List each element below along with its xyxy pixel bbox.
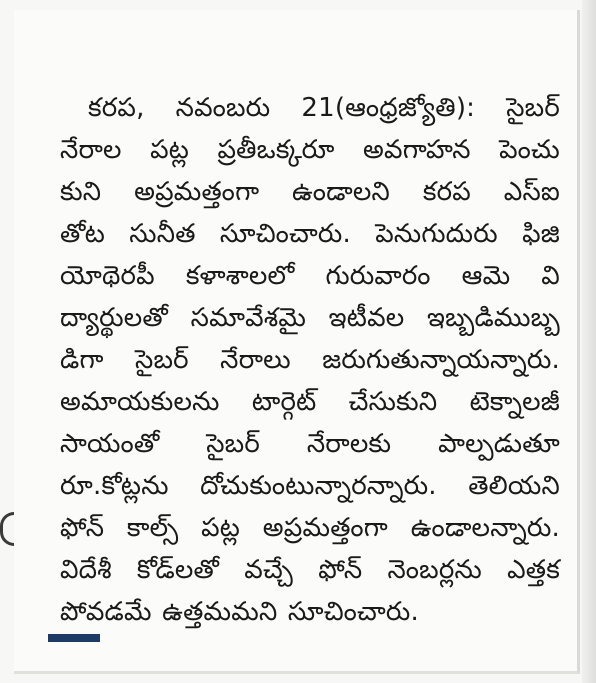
end-marker-bar xyxy=(48,634,100,642)
article-line-7: డిగా సైబర్ నేరాలు జరుగుతున్నాయన్నారు. xyxy=(60,345,560,375)
article-line-2: నేరాల పట్ల ప్రతీఒక్కరూ అవగాహన పెంచు xyxy=(60,135,560,165)
article-line-11: ఫోన్ కాల్స్ పట్ల అప్రమత్తంగా ఉండాలన్నారు. xyxy=(60,513,560,543)
article-line-10: రూ.కోట్లను దోచుకుంటున్నారన్నారు. తెలియని xyxy=(60,471,560,501)
punch-hole-mark xyxy=(0,512,14,546)
scan-edge-shadow xyxy=(582,0,596,683)
article-line-1: కరప, నవంబరు 21(ఆంధ్రజ్యోతి): సైబర్ xyxy=(88,93,560,123)
article-line-13: పోవడమే ఉత్తమమని సూచించారు. xyxy=(60,597,419,627)
article-line-12: విదేశీ కోడ్‌లతో వచ్చే ఫోన్ నెంబర్లను ఎత్తక xyxy=(60,555,560,585)
article-line-9: సాయంతో సైబర్ నేరాలకు పాల్పడుతూ xyxy=(60,429,560,459)
article-line-4: తోట సునీత సూచించారు. పెనుగుదురు ఫిజి xyxy=(60,219,560,249)
article-line-3: కుని అప్రమత్తంగా ఉండాలని కరప ఎస్ఐ xyxy=(60,177,560,207)
article-line-5: యోథెరపీ కళాశాలలో గురువారం ఆమె వి xyxy=(60,261,560,291)
article-body xyxy=(60,87,560,633)
article-line-6: ద్యార్థులతో సమావేశమై ఇటీవల ఇబ్బడిముబ్బ xyxy=(60,303,560,333)
article-line-8: అమాయకులను టార్గెట్ చేసుకుని టెక్నాలజీ xyxy=(60,387,560,417)
